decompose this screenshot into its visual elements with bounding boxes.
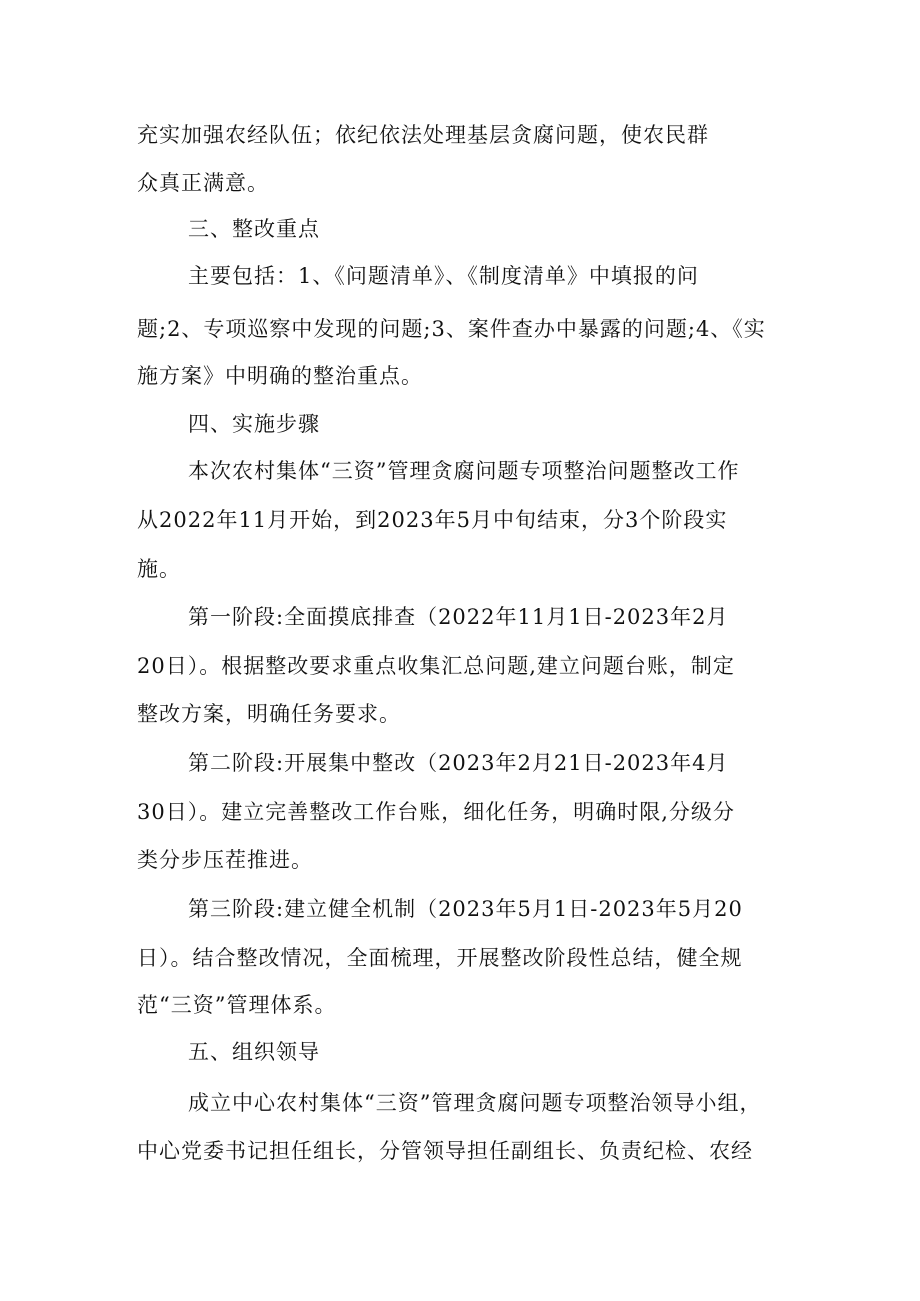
- paragraph-line: 中心党委书记担任组长，分管领导担任副组长、负责纪检、农经: [137, 1139, 753, 1163]
- paragraph-line: 众真正满意。: [137, 171, 269, 195]
- paragraph-line: 第二阶段:开展集中整改（2023年2月21日-2023年4月: [188, 751, 729, 775]
- paragraph-line: 充实加强农经队伍；依纪依法处理基层贪腐问题，使农民群: [137, 123, 709, 147]
- paragraph-line: 30日）。建立完善整改工作台账，细化任务，明确时限,分级分: [137, 800, 735, 824]
- paragraph-line: 类分步压茬推进。: [137, 848, 313, 872]
- paragraph-line: 第一阶段:全面摸底排查（2022年11月1日-2023年2月: [188, 605, 729, 629]
- paragraph-line: 整改方案，明确任务要求。: [137, 702, 401, 726]
- paragraph-line: 第三阶段:建立健全机制（2023年5月1日-2023年5月20: [188, 897, 743, 921]
- paragraph-line: 主要包括：1、《问题清单》、《制度清单》中填报的问: [188, 264, 699, 288]
- paragraph-line: 成立中心农村集体“三资”管理贪腐问题专项整治领导小组，: [188, 1091, 762, 1115]
- paragraph-line: 从2022年11月开始，到2023年5月中旬结束，分3个阶段实: [137, 508, 728, 532]
- paragraph-line: 范“三资”管理体系。: [137, 993, 337, 1017]
- section-heading-5: 五、组织领导: [188, 1040, 320, 1064]
- section-heading-3: 三、整改重点: [188, 217, 320, 241]
- paragraph-line: 日）。结合整改情况，全面梳理，开展整改阶段性总结，健全规: [137, 946, 743, 970]
- section-heading-4: 四、实施步骤: [188, 412, 320, 436]
- paragraph-line: 施。: [137, 557, 181, 581]
- paragraph-line: 题;2、专项巡察中发现的问题;3、案件查办中暴露的问题;4、《实: [137, 317, 766, 341]
- paragraph-line: 20日）。根据整改要求重点收集汇总问题,建立问题台账，制定: [137, 654, 735, 678]
- paragraph-line: 施方案》中明确的整治重点。: [137, 364, 423, 388]
- paragraph-line: 本次农村集体“三资”管理贪腐问题专项整治问题整改工作: [188, 459, 740, 483]
